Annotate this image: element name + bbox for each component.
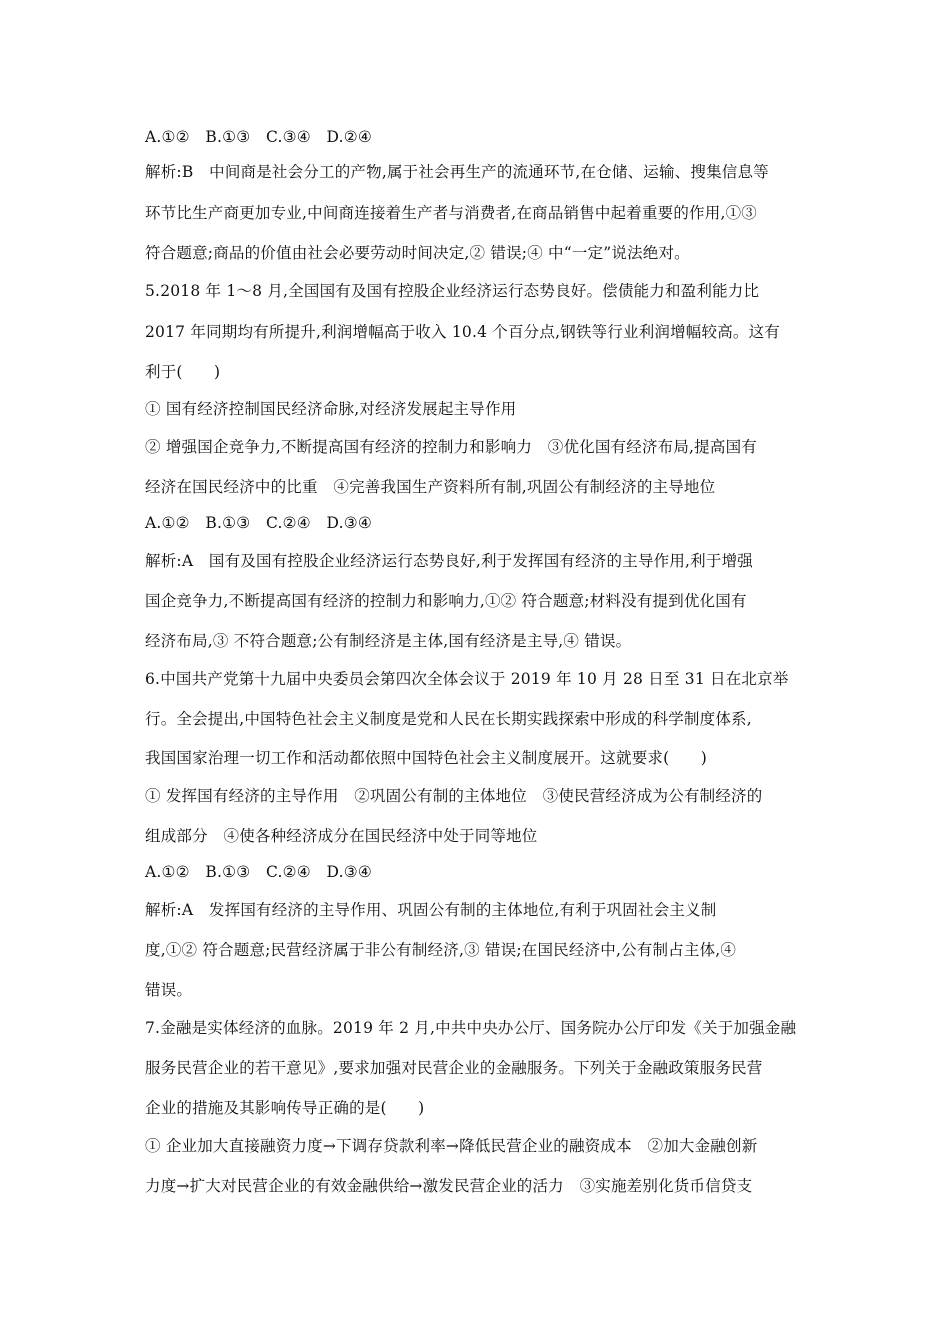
analysis-line: 解析:B 中间商是社会分工的产物,属于社会再生产的流通环节,在仓储、运输、搜集信息等 xyxy=(145,163,769,181)
question-7-stem: 服务民营企业的若干意见》,要求加强对民营企业的金融服务。下列关于金融政策服务民营 xyxy=(145,1059,763,1077)
question-6-choice: 组成部分 ④使各种经济成分在国民经济中处于同等地位 xyxy=(145,827,538,845)
analysis-line: 度,①② 符合题意;民营经济属于非公有制经济,③ 错误;在国民经济中,公有制占主体,④ xyxy=(145,941,737,959)
question-5-stem: 2017 年同期均有所提升,利润增幅高于收入 10.4 个百分点,钢铁等行业利润增幅较高。这有 xyxy=(145,323,780,341)
analysis-line: 解析:A 发挥国有经济的主导作用、巩固公有制的主体地位,有利于巩固社会主义制 xyxy=(145,901,717,919)
question-6-choice: ① 发挥国有经济的主导作用 ②巩固公有制的主体地位 ③使民营经济成为公有制经济的 xyxy=(145,787,763,805)
question-7-choice: 力度→扩大对民营企业的有效金融供给→激发民营企业的活力 ③实施差别化货币信贷支 xyxy=(145,1177,753,1195)
analysis-line: 环节比生产商更加专业,中间商连接着生产者与消费者,在商品销售中起着重要的作用,①③ xyxy=(145,204,757,222)
question-5-stem: 利于( ) xyxy=(145,363,221,381)
question-5-stem: 5.2018 年 1～8 月,全国国有及国有控股企业经济运行态势良好。偿债能力和盈利能力比 xyxy=(145,282,760,300)
question-7-stem: 7.金融是实体经济的血脉。2019 年 2 月,中共中央办公厅、国务院办公厅印发《关于加强金融 xyxy=(145,1019,797,1037)
analysis-line: 错误。 xyxy=(145,981,193,999)
question-6-stem: 我国国家治理一切工作和活动都依照中国特色社会主义制度展开。这就要求( ) xyxy=(145,749,707,767)
option-line: A.①② B.①③ C.②④ D.③④ xyxy=(145,863,372,881)
question-7-choice: ① 企业加大直接融资力度→下调存贷款利率→降低民营企业的融资成本 ②加大金融创新 xyxy=(145,1137,758,1155)
option-line: A.①② B.①③ C.②④ D.③④ xyxy=(145,514,372,532)
question-5-choice: 经济在国民经济中的比重 ④完善我国生产资料所有制,巩固公有制经济的主导地位 xyxy=(145,478,716,496)
question-5-choice: ② 增强国企竞争力,不断提高国有经济的控制力和影响力 ③优化国有经济布局,提高国有 xyxy=(145,438,757,456)
analysis-line: 符合题意;商品的价值由社会必要劳动时间决定,② 错误;④ 中“一定”说法绝对。 xyxy=(145,244,690,262)
analysis-line: 国企竞争力,不断提高国有经济的控制力和影响力,①② 符合题意;材料没有提到优化国有 xyxy=(145,592,747,610)
question-6-stem: 6.中国共产党第十九届中央委员会第四次全体会议于 2019 年 10 月 28 日至 31 日在北京举 xyxy=(145,670,789,688)
analysis-line: 解析:A 国有及国有控股企业经济运行态势良好,利于发挥国有经济的主导作用,利于增强 xyxy=(145,552,753,570)
option-line: A.①② B.①③ C.③④ D.②④ xyxy=(145,128,372,146)
question-5-choice: ① 国有经济控制国民经济命脉,对经济发展起主导作用 xyxy=(145,400,517,418)
analysis-line: 经济布局,③ 不符合题意;公有制经济是主体,国有经济是主导,④ 错误。 xyxy=(145,632,632,650)
question-7-stem: 企业的措施及其影响传导正确的是( ) xyxy=(145,1099,425,1117)
question-6-stem: 行。全会提出,中国特色社会主义制度是党和人民在长期实践探索中形成的科学制度体系, xyxy=(145,710,752,728)
